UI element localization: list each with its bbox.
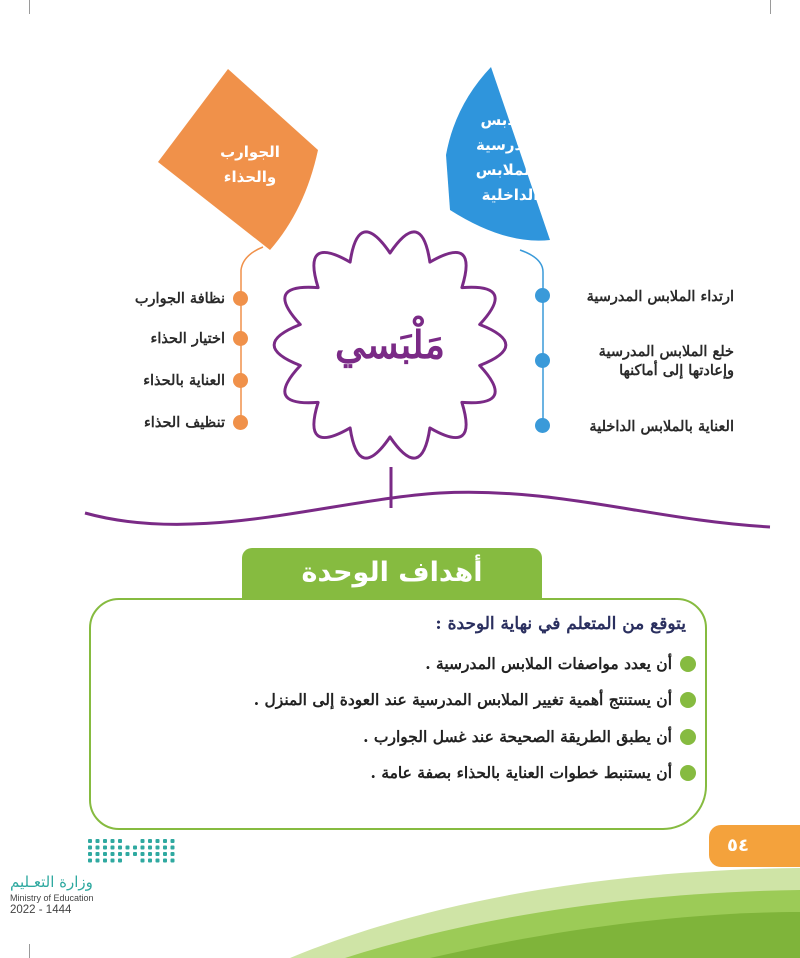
goal-bullet [680,692,696,708]
logo-dot [171,852,175,856]
logo-dot [148,859,152,863]
logo-dot [163,852,167,856]
page-number: ٥٤ [709,825,800,867]
logo-dot [148,839,152,843]
edition-year: 2022 - 1444 [10,904,72,916]
logo-dot [118,846,122,850]
logo-dot [96,859,100,863]
logo-dot [141,846,145,850]
logo-dot [156,839,160,843]
logo-dot [111,859,115,863]
goal-bullet [680,729,696,745]
category-line: والحذاء [223,168,277,186]
goal-bullet [680,765,696,781]
logo-dot [163,846,167,850]
logo-dot [111,846,115,850]
category-title-socks-shoes [205,140,295,190]
logo-dot [88,852,92,856]
ministry-name-ar: وزارة التعـليم [10,873,93,891]
logo-dot [88,859,92,863]
logo-dot [96,846,100,850]
logo-dot [171,846,175,850]
logo-dot [156,846,160,850]
goals-tab-title: أهداف الوحدة [242,548,542,598]
logo-dot [88,846,92,850]
bullet-dot [535,353,550,368]
center-word: مَلْبَسي [335,322,445,367]
goals-intro: يتوقع من المتعلم في نهاية الوحدة : [435,614,686,634]
category-line: الداخلية [481,186,539,204]
goal-bullet [680,656,696,672]
logo-dot [126,846,130,850]
left-item: اختيار الحذاء [150,330,225,347]
logo-dot [88,839,92,843]
left-item: تنظيف الحذاء [143,414,225,431]
logo-dot [133,852,137,856]
logo-dot [156,852,160,856]
category-line: الجوارب [220,143,280,161]
bullet-dot [233,331,248,346]
ministry-name-en: Ministry of Education [10,893,94,903]
left-item: العناية بالحذاء [143,372,225,389]
logo-dot [118,839,122,843]
category-line: الملابس [480,111,540,129]
ground-wave [85,492,770,527]
goal-text: أن يعدد مواصفات الملابس المدرسية . [425,654,672,673]
logo-dot [126,852,130,856]
right-item: ارتداء الملابس المدرسية [586,288,734,305]
goal-item [254,690,696,709]
bullet-dot [233,291,248,306]
logo-dot [103,859,107,863]
logo-dot [118,852,122,856]
goal-item [371,763,696,782]
logo-dot [156,859,160,863]
bullet-dot [535,418,550,433]
goal-text: أن يستنتج أهمية تغيير الملابس المدرسية عند العودة إلى المنزل . [253,690,672,709]
bullet-dot [233,415,248,430]
category-line: والملابس [475,161,545,179]
logo-dot [163,839,167,843]
goal-item [425,654,696,673]
logo-dot [111,852,115,856]
logo-dot [103,839,107,843]
bullet-dot [535,288,550,303]
logo-dot [103,846,107,850]
connector-blue [520,250,543,426]
left-item: نظافة الجوارب [134,290,225,307]
goal-item [363,727,696,746]
logo-dot [118,859,122,863]
category-line: المدرسية [475,136,545,154]
logo-dot [148,846,152,850]
logo-dot [171,839,175,843]
bullet-dot [233,373,248,388]
goal-text: أن يستنبط خطوات العناية بالحذاء بصفة عامة . [370,763,672,782]
right-item: خلع الملابس المدرسية [598,343,734,360]
logo-dot [171,859,175,863]
logo-dot [103,852,107,856]
goal-text: أن يطبق الطريقة الصحيحة عند غسل الجوارب . [363,727,672,746]
logo-dot [111,839,115,843]
logo-dot [141,859,145,863]
logo-dot [148,852,152,856]
right-item: العناية بالملابس الداخلية [589,418,734,435]
logo-dot [163,859,167,863]
category-title-clothes [460,108,560,208]
right-item: وإعادتها إلى أماكنها [619,362,734,379]
logo-dot [96,852,100,856]
logo-dot [96,839,100,843]
ministry-logo-icon [84,836,182,866]
logo-dot [141,839,145,843]
logo-dot [141,852,145,856]
logo-dot [133,846,137,850]
